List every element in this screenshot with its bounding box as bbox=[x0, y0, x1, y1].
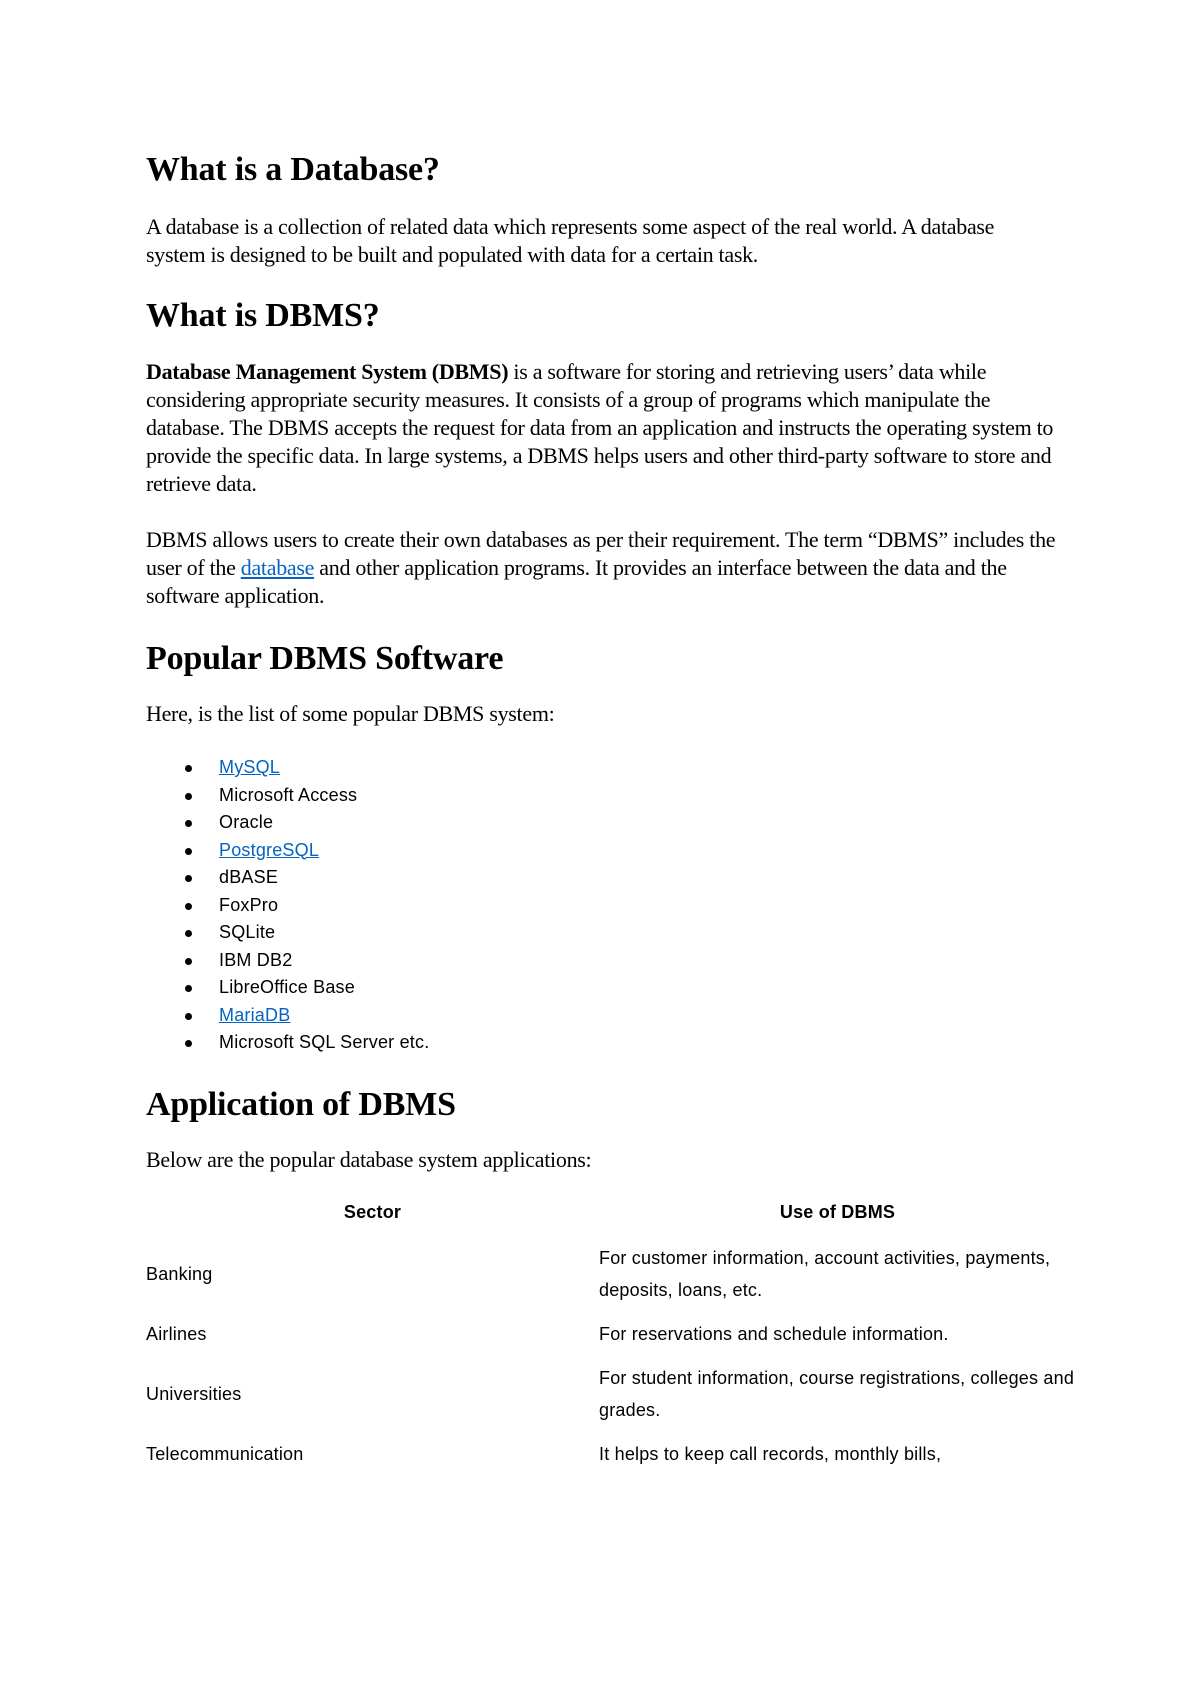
paragraph-dbms-definition bbox=[146, 358, 1066, 498]
dbms-item-link[interactable]: MySQL bbox=[219, 757, 281, 777]
table-cell-sector: Telecommunication bbox=[146, 1443, 304, 1464]
table-cell-sector: Airlines bbox=[146, 1323, 207, 1344]
bullet-icon bbox=[185, 765, 192, 772]
table-row bbox=[146, 1236, 1076, 1312]
dbms-item-link[interactable]: MariaDB bbox=[219, 1004, 291, 1025]
bullet-icon bbox=[185, 930, 192, 937]
list-item bbox=[146, 947, 1076, 975]
table-row bbox=[146, 1356, 1076, 1432]
popular-dbms-intro: Here, is the list of some popular DBMS system: bbox=[146, 701, 555, 726]
bullet-icon bbox=[185, 903, 192, 910]
bullet-icon bbox=[185, 793, 192, 800]
database-link[interactable]: database bbox=[240, 555, 315, 580]
dbms-item-label: IBM DB2 bbox=[219, 949, 293, 970]
dbms-item-label: Microsoft SQL Server etc. bbox=[219, 1032, 430, 1052]
list-item bbox=[146, 1029, 1076, 1057]
dbms-users-text-after: and other application programs. It provides an interface between the data and the software application. bbox=[146, 555, 1007, 608]
dbms-item-label: Microsoft Access bbox=[219, 784, 358, 805]
dbms-users-text-before: DBMS allows users to create their own databases as per their requirement. The term “DBMS” includes the user of the bbox=[146, 527, 1056, 580]
table-header-row bbox=[146, 1190, 1076, 1236]
dbms-item-link[interactable]: PostgreSQL bbox=[219, 839, 320, 860]
bullet-icon bbox=[185, 820, 192, 827]
dbms-item-label: LibreOffice Base bbox=[219, 977, 355, 997]
table-cell-use: For reservations and schedule information. bbox=[599, 1323, 949, 1344]
table-header-sector: Sector bbox=[343, 1202, 402, 1222]
dbms-term-bold: Database Management System (DBMS) bbox=[146, 359, 509, 384]
bullet-icon bbox=[185, 958, 192, 965]
table-row bbox=[146, 1432, 1076, 1476]
list-item bbox=[146, 892, 1076, 920]
heading-what-is-database: What is a Database? bbox=[146, 151, 440, 188]
bullet-icon bbox=[185, 985, 192, 992]
list-item bbox=[146, 1002, 1076, 1030]
document-page bbox=[146, 150, 1076, 1476]
table-row bbox=[146, 1312, 1076, 1356]
list-item bbox=[146, 809, 1076, 837]
list-item bbox=[146, 754, 1076, 782]
heading-popular-dbms: Popular DBMS Software bbox=[146, 640, 504, 677]
bullet-icon bbox=[185, 1040, 192, 1047]
list-item bbox=[146, 974, 1076, 1002]
table-cell-use: It helps to keep call records, monthly bills, bbox=[599, 1443, 942, 1464]
heading-application-dbms: Application of DBMS bbox=[146, 1085, 456, 1123]
table-header-use: Use of DBMS bbox=[779, 1202, 896, 1222]
table-cell-use: For customer information, account activities, payments, deposits, loans, etc. bbox=[599, 1247, 1051, 1300]
application-dbms-intro: Below are the popular database system applications: bbox=[146, 1146, 592, 1172]
paragraph-dbms-users bbox=[146, 526, 1066, 610]
table-cell-sector: Banking bbox=[146, 1263, 213, 1284]
heading-what-is-dbms: What is DBMS? bbox=[146, 297, 380, 334]
bullet-icon bbox=[185, 1013, 192, 1020]
bullet-icon bbox=[185, 848, 192, 855]
table-cell-use: For student information, course registrations, colleges and grades. bbox=[599, 1367, 1075, 1420]
list-item bbox=[146, 919, 1076, 947]
list-item bbox=[146, 837, 1076, 865]
bullet-icon bbox=[185, 875, 192, 882]
dbms-item-label: dBASE bbox=[219, 867, 279, 887]
dbms-item-label: Oracle bbox=[219, 812, 274, 832]
dbms-software-list bbox=[146, 754, 1076, 1057]
list-item bbox=[146, 782, 1076, 810]
dbms-item-label: SQLite bbox=[219, 922, 276, 942]
dbms-definition-text: is a software for storing and retrieving users’ data while considering appropriate security measures. It consists of a group of programs which manipulate the database. The DBMS accepts the request for data from an application and instructs the operating system to provide the specific data. In large systems, a DBMS helps users and other third-party software to store and retrieve data. bbox=[146, 359, 1054, 496]
list-item bbox=[146, 864, 1076, 892]
dbms-item-label: FoxPro bbox=[219, 894, 279, 915]
paragraph-database-definition: A database is a collection of related data which represents some aspect of the real world. A database system is designed to be built and populated with data for a certain task. bbox=[146, 214, 995, 267]
table-cell-sector: Universities bbox=[146, 1383, 242, 1404]
dbms-applications-table bbox=[146, 1190, 1076, 1476]
